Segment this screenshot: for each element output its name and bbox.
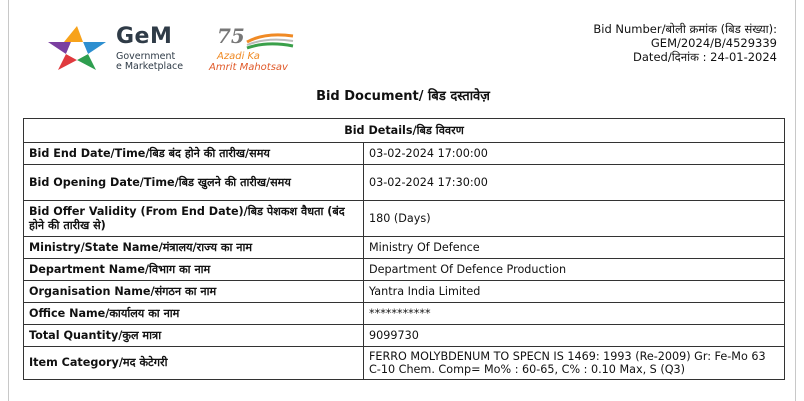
bid-meta [593, 22, 777, 64]
table-row [24, 259, 785, 281]
gem-subtitle-line2: e Marketplace [116, 61, 184, 72]
azadi-line2: Amrit Mahotsav [209, 62, 288, 73]
dated-label: Dated/दिनांक : [633, 50, 707, 64]
row-value: Ministry Of Defence [364, 237, 785, 259]
bid-date-line [593, 50, 777, 64]
row-label: Item Category/मद केटेगरी [24, 347, 364, 380]
gem-star-icon [44, 24, 110, 72]
row-value: Department Of Defence Production [364, 259, 785, 281]
row-label: Bid Opening Date/Time/बिड खुलने की तारीख/समय [24, 165, 364, 201]
gem-wordmark: GeM [116, 24, 173, 49]
bid-details-table [23, 118, 785, 380]
table-row [24, 347, 785, 380]
gem-subtitle [116, 52, 183, 72]
azadi-75-mark: 75 [217, 24, 245, 48]
table-row [24, 325, 785, 347]
gem-logo [44, 24, 204, 72]
row-value: 180 (Days) [364, 201, 785, 237]
row-value: 9099730 [364, 325, 785, 347]
row-label: Bid End Date/Time/बिड बंद होने की तारीख/समय [24, 143, 364, 165]
row-value: *********** [364, 303, 785, 325]
table-row [24, 165, 785, 201]
row-label: Total Quantity/कुल मात्रा [24, 325, 364, 347]
row-label: Ministry/State Name/मंत्रालय/राज्य का नाम [24, 237, 364, 259]
row-value: 03-02-2024 17:00:00 [364, 143, 785, 165]
flag-swoosh-icon [245, 32, 295, 50]
table-row [24, 237, 785, 259]
azadi-line1: Azadi Ka [217, 51, 260, 62]
bid-number-label: Bid Number/बोली क्रमांक (बिड संख्या): [593, 22, 777, 36]
dated-value: 24-01-2024 [710, 50, 777, 64]
row-label: Organisation Name/संगठन का नाम [24, 281, 364, 303]
document-title: Bid Document/ बिड दस्तावेज़ [316, 89, 490, 104]
row-label: Office Name/कार्यालय का नाम [24, 303, 364, 325]
gem-subtitle-line1: Government [116, 51, 176, 62]
bid-document-page [8, 0, 796, 401]
table-row [24, 143, 785, 165]
row-value: FERRO MOLYBDENUM TO SPECN IS 1469: 1993 (Re-2009) Gr: Fe-Mo 63 C-10 Chem. Comp= Mo% : 60-65, C% : 0.10 Max, S (Q3) [364, 347, 785, 380]
row-label: Bid Offer Validity (From End Date)/बिड पेशकश वैधता (बंद होने की तारीख से) [24, 201, 364, 237]
row-label: Department Name/विभाग का नाम [24, 259, 364, 281]
table-row [24, 281, 785, 303]
table-row [24, 201, 785, 237]
row-value: Yantra India Limited [364, 281, 785, 303]
bid-number: GEM/2024/B/4529339 [650, 36, 777, 50]
table-row [24, 303, 785, 325]
table-heading-row [24, 119, 785, 143]
row-value: 03-02-2024 17:30:00 [364, 165, 785, 201]
azadi-ka-amrit-mahotsav-logo [209, 24, 329, 72]
table-heading: Bid Details/बिड विवरण [24, 119, 785, 143]
